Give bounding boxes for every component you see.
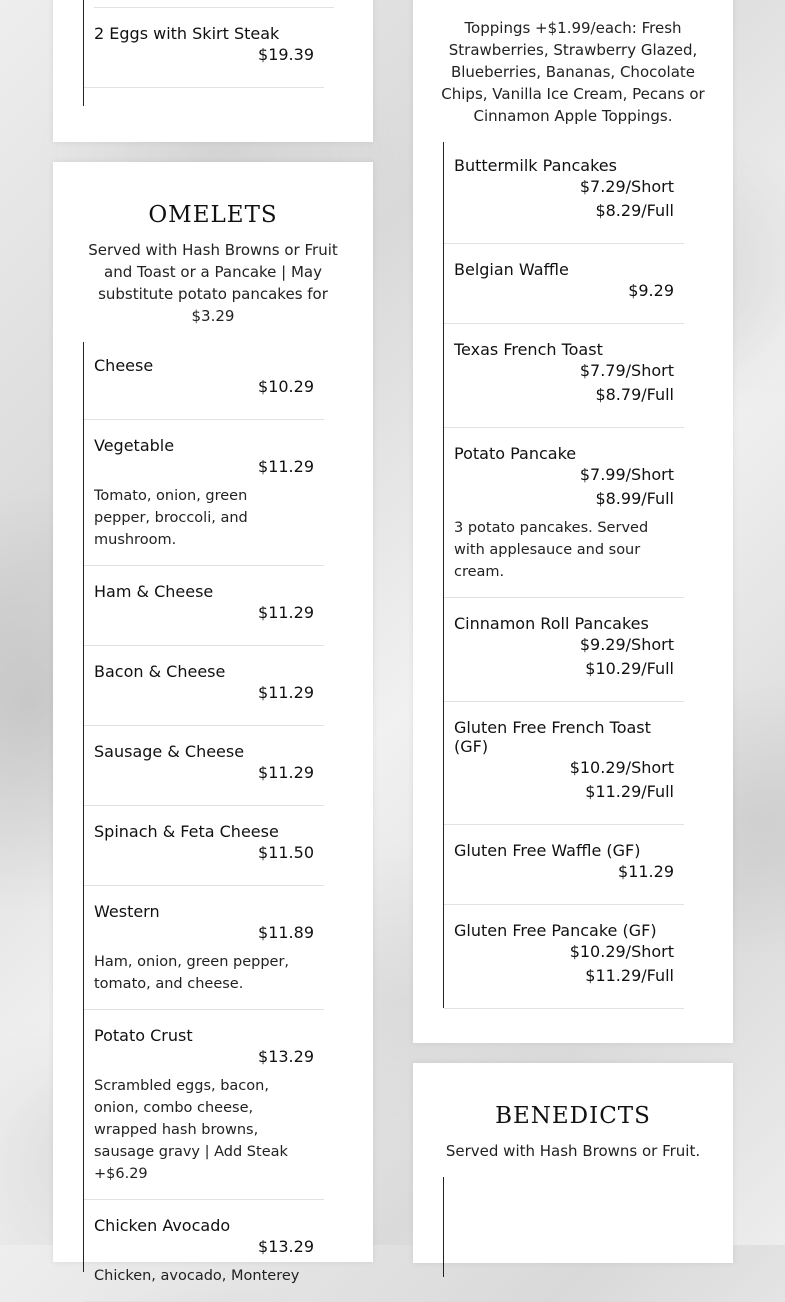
menu-item-description: Ham, onion, green pepper, tomato, and cheese.	[94, 954, 290, 992]
menu-item	[84, 646, 324, 726]
menu-item-description: Scrambled eggs, bacon, onion, combo cheese, wrapped hash browns, sausage gravy | Add Steak +$6.29	[94, 1078, 288, 1182]
section-description: Served with Hash Browns or Fruit.	[445, 1142, 701, 1160]
menu-item-price: $11.29/Full	[585, 782, 674, 801]
menu-item-description: 3 potato pancakes. Served with applesauce and sour cream.	[454, 520, 649, 580]
menu-item-price: $10.29/Short	[569, 758, 674, 777]
menu-item-price: $9.29/Short	[579, 635, 674, 654]
menu-item-price: $10.29/Short	[569, 942, 674, 961]
menu-item-name: Bacon & Cheese	[94, 662, 226, 681]
menu-item-price: $11.29	[258, 603, 314, 622]
menu-item	[444, 825, 684, 905]
menu-item-price: $8.99/Full	[595, 489, 674, 508]
menu-item-price: $10.29/Full	[585, 659, 674, 678]
eggs-items	[83, 0, 334, 106]
item-divider	[94, 0, 334, 8]
section-description: Toppings +$1.99/each: Fresh Strawberries, Strawberry Glazed, Blueberries, Bananas, Chocolate Chips, Vanilla Ice Cream, Pecans or Cinnamon Apple Toppings.	[441, 19, 705, 125]
menu-item-price: $11.89	[258, 923, 314, 942]
menu-item	[84, 566, 324, 646]
menu-item-price: $11.50	[258, 843, 314, 862]
menu-item-price: $7.29/Short	[579, 177, 674, 196]
menu-item-name: Vegetable	[94, 436, 175, 455]
menu-item-price: $13.29	[258, 1237, 314, 1256]
menu-item-name: Gluten Free French Toast (GF)	[454, 718, 651, 756]
menu-item-price: $11.29	[618, 862, 674, 881]
menu-item-name: Spinach & Feta Cheese	[94, 822, 279, 841]
menu-item	[444, 598, 684, 702]
menu-item	[84, 806, 324, 886]
menu-item-description: Tomato, onion, green pepper, broccoli, and mushroom.	[94, 488, 248, 548]
menu-item-name: Potato Crust	[94, 1026, 193, 1045]
eggs-section-card	[53, 0, 373, 142]
menu-item-price: $8.79/Full	[595, 385, 674, 404]
menu-item	[84, 420, 324, 566]
menu-item-price: $11.29/Full	[585, 966, 674, 985]
menu-item-name: Cinnamon Roll Pancakes	[454, 614, 649, 633]
menu-item-price: $19.39	[258, 45, 314, 64]
menu-item-name: Gluten Free Waffle (GF)	[454, 841, 641, 860]
menu-item-name: Western	[94, 902, 160, 921]
menu-item-price: $7.99/Short	[579, 465, 674, 484]
menu-item-name: Sausage & Cheese	[94, 742, 245, 761]
menu-item	[84, 886, 324, 1010]
menu-item-price: $7.79/Short	[579, 361, 674, 380]
menu-item-price: $10.29	[258, 377, 314, 396]
menu-item-price: $13.29	[258, 1047, 314, 1066]
menu-item	[444, 428, 684, 598]
griddle-section-card	[413, 0, 733, 1043]
menu-item-name: Potato Pancake	[454, 444, 577, 463]
menu-item	[444, 702, 684, 825]
section-title: BENEDICTS	[495, 1103, 651, 1129]
menu-item-description: Chicken, avocado, Monterey	[94, 1268, 300, 1284]
menu-item	[84, 1010, 324, 1200]
menu-item-price: $11.29	[258, 683, 314, 702]
menu-item	[444, 244, 684, 324]
menu-item-name: Texas French Toast	[454, 340, 603, 359]
menu-item-name: Chicken Avocado	[94, 1216, 231, 1235]
benedicts-section-card	[413, 1063, 733, 1263]
menu-item-name: Cheese	[94, 356, 154, 375]
benedicts-items	[443, 1177, 444, 1277]
menu-item	[444, 324, 684, 428]
menu-item	[84, 8, 324, 88]
menu-item-price: $11.29	[258, 457, 314, 476]
omelets-items	[83, 342, 324, 1284]
menu-item-name: Belgian Waffle	[454, 260, 569, 279]
griddle-items	[443, 142, 684, 1008]
menu-item	[444, 142, 684, 244]
section-title: OMELETS	[148, 202, 278, 228]
omelets-section-card	[53, 162, 373, 1284]
menu-item	[84, 726, 324, 806]
menu-item-price: $9.29	[628, 281, 674, 300]
menu-item-name: 2 Eggs with Skirt Steak	[94, 24, 280, 43]
menu-item	[84, 342, 324, 420]
section-description: Served with Hash Browns or Fruit and Toast or a Pancake | May substitute potato pancakes for $3.29	[88, 241, 338, 325]
menu-item	[84, 1200, 324, 1302]
menu-item-price: $8.29/Full	[595, 201, 674, 220]
menu-item-name: Ham & Cheese	[94, 582, 214, 601]
menu-item-name: Gluten Free Pancake (GF)	[454, 921, 657, 940]
menu-item-name: Buttermilk Pancakes	[454, 156, 617, 175]
menu-item-price: $11.29	[258, 763, 314, 782]
menu-item	[444, 905, 684, 1009]
